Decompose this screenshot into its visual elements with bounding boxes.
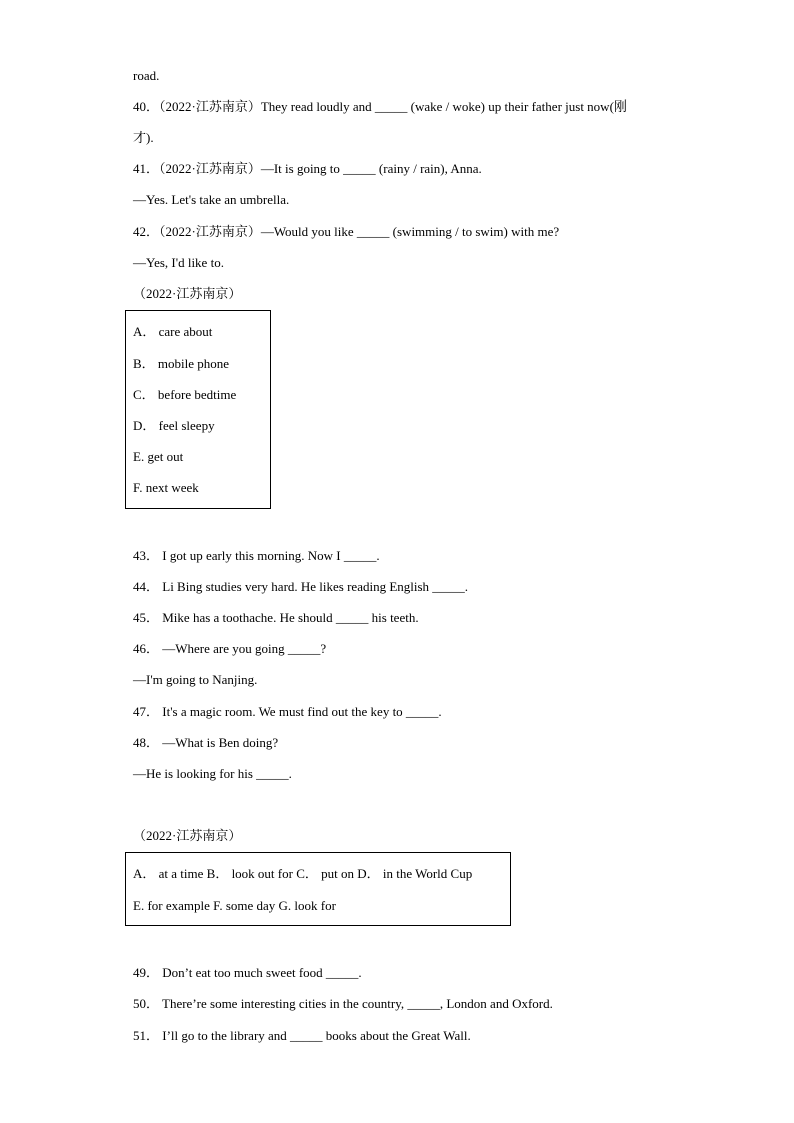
question-45: 45． Mike has a toothache. He should _____ his teeth. [133,610,419,625]
question-49: 49． Don’t eat too much sweet food _____. [133,965,362,980]
option-d: D． feel sleepy [133,418,215,433]
word-bank-box-2 [125,852,511,926]
option-c: C． before bedtime [133,387,237,402]
answer-42: —Yes, I'd like to. [133,255,224,270]
word-bank-box-1 [125,310,271,509]
question-46: 46． —Where are you going _____? [133,641,327,656]
question-41: 41．（2022·江苏南京）—It is going to _____ (rainy / rain), Anna. [133,161,482,176]
answer-46: —I'm going to Nanjing. [133,672,258,687]
section-header-1: （2022·江苏南京） [133,286,242,301]
question-50: 50． There’re some interesting cities in the country, _____, London and Oxford. [133,996,553,1011]
options-row-1: A． at a time B． look out for C． put on D． in the World Cup [133,866,473,881]
answer-48: —He is looking for his _____. [133,766,292,781]
question-47: 47． It's a magic room. We must find out the key to _____. [133,704,442,719]
question-40-cont: 才). [133,130,154,145]
question-44: 44． Li Bing studies very hard. He likes reading English _____. [133,579,469,594]
question-40: 40．（2022·江苏南京）They read loudly and _____ (wake / woke) up their father just now(刚 [133,99,627,114]
text-line: road. [133,68,160,83]
section-header-2: （2022·江苏南京） [133,828,242,843]
option-b: B． mobile phone [133,356,230,371]
option-f: F. next week [133,480,199,495]
question-48: 48． —What is Ben doing? [133,735,279,750]
option-a: A． care about [133,324,213,339]
question-42: 42．（2022·江苏南京）—Would you like _____ (swimming / to swim) with me? [133,224,560,239]
options-row-2: E. for example F. some day G. look for [133,898,336,913]
question-43: 43． I got up early this morning. Now I _____. [133,548,380,563]
answer-41: —Yes. Let's take an umbrella. [133,192,290,207]
option-e: E. get out [133,449,184,464]
question-51: 51． I’ll go to the library and _____ books about the Great Wall. [133,1028,471,1043]
